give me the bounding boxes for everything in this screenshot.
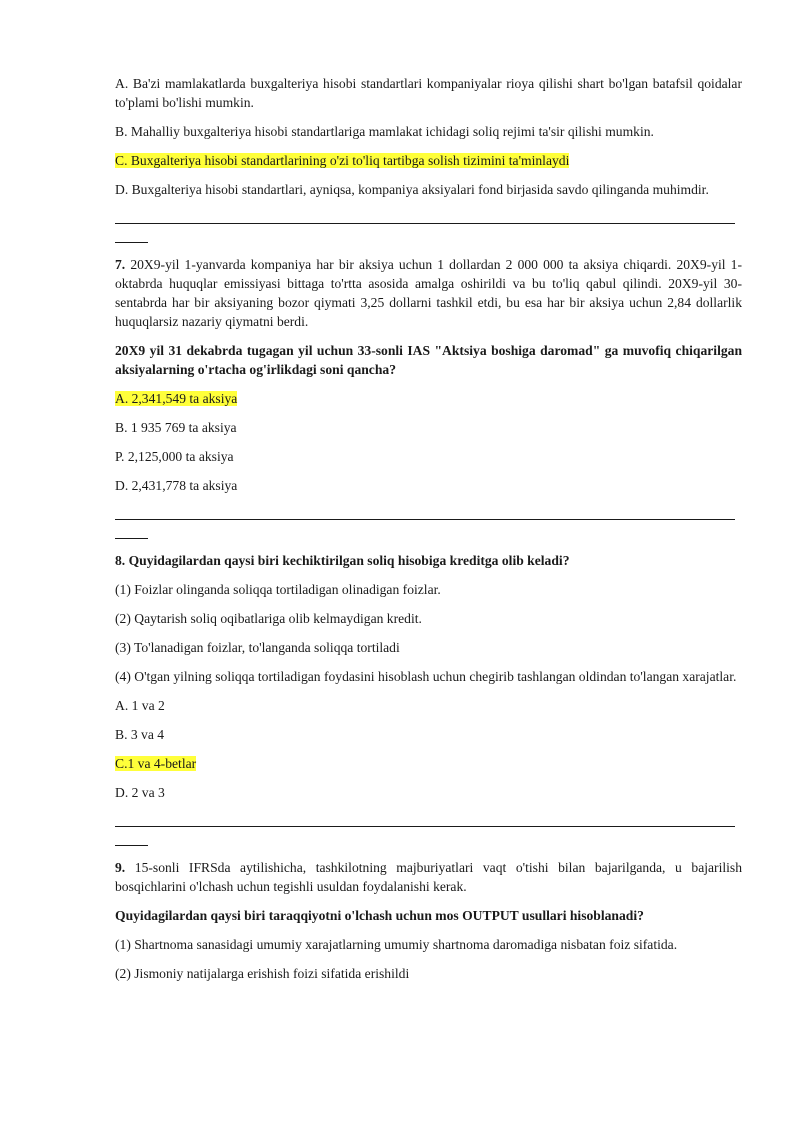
q6-option-a: A. Ba'zi mamlakatlarda buxgalteriya hisobi standartlari kompaniyalar rioya qilishi shart bo'lgan batafsil qoidalar to'plami bo'lishi mumkin.	[115, 76, 742, 110]
q7-intro: 7. 20X9-yil 1-yanvarda kompaniya har bir aksiya uchun 1 dollardan 2 000 000 ta aksiya chiqardi. 20X9-yil 1-oktabrda huquqlar emissiyasi bittaga to'rtta asosida amalga oshirildi va bu to'liq qabul qilindi. 20X9-yil 30-sentabrda har bir aksiyaning bozor qiymati 3,25 dollarni tashkil etdi, bu esa har bir aksiya uchun 2,84 dollarlik huquqlarsiz nazariy qiymatni berdi.	[115, 257, 742, 329]
q8-option-c-highlighted: C.1 va 4-betlar	[115, 756, 197, 771]
q8-item-3: (3) To'lanadigan foizlar, to'langanda soliqqa tortiladi	[115, 640, 400, 655]
q6-option-c-highlighted: C. Buxgalteriya hisobi standartlarining o'zi to'liq tartibga solish tizimini ta'minlaydi	[115, 153, 570, 168]
question-7	[115, 255, 742, 495]
q9-item-2: (2) Jismoniy natijalarga erishish foizi sifatida erishildi	[115, 966, 410, 981]
separator-line-tail	[115, 538, 148, 539]
q9-intro: 9. 15-sonli IFRSda aytilishicha, tashkilotning majburiyatlari vaqt o'tishi bilan bajarilganda, u bajarilish bosqichlarini o'lchash uchun tegishli usuldan foydalanishi kerak.	[115, 860, 742, 894]
q7-option-b: B. 1 935 769 ta aksiya	[115, 420, 237, 435]
q8-item-2: (2) Qaytarish soliq oqibatlariga olib kelmaydigan kredit.	[115, 611, 422, 626]
q9-item-1: (1) Shartnoma sanasidagi umumiy xarajatlarning umumiy shartnoma daromadiga nisbatan foiz sifatida.	[115, 937, 678, 952]
q8-item-1: (1) Foizlar olinganda soliqqa tortiladigan olinadigan foizlar.	[115, 582, 441, 597]
document-page	[115, 74, 742, 993]
question-8	[115, 551, 742, 802]
q6-option-d: D. Buxgalteriya hisobi standartlari, ayniqsa, kompaniya aksiyalari fond birjasida savdo qilinganda muhimdir.	[115, 182, 709, 197]
q7-option-d: D. 2,431,778 ta aksiya	[115, 478, 238, 493]
q9-number: 9.	[115, 860, 126, 875]
q8-item-4: (4) O'tgan yilning soliqqa tortiladigan foydasini hisoblash uchun chegirib tashlangan oldindan to'langan xarajatlar.	[115, 669, 737, 684]
separator-line	[115, 223, 735, 224]
q7-number: 7.	[115, 257, 126, 272]
separator-line	[115, 826, 735, 827]
q6-option-b: B. Mahalliy buxgalteriya hisobi standartlariga mamlakat ichidagi soliq rejimi ta'sir qilishi mumkin.	[115, 124, 654, 139]
question-6-options	[115, 74, 742, 199]
q7-option-a-highlighted: A. 2,341,549 ta aksiya	[115, 391, 238, 406]
q8-option-d: D. 2 va 3	[115, 785, 165, 800]
q8-option-a: A. 1 va 2	[115, 698, 165, 713]
separator-line-tail	[115, 242, 148, 243]
q7-option-p: P. 2,125,000 ta aksiya	[115, 449, 234, 464]
separator-line	[115, 519, 735, 520]
q8-question: 8. Quyidagilardan qaysi biri kechiktirilgan soliq hisobiga kreditga olib keladi?	[115, 553, 570, 568]
separator-line-tail	[115, 845, 148, 846]
question-9	[115, 858, 742, 983]
q7-question: 20X9 yil 31 dekabrda tugagan yil uchun 33-sonli IAS "Aktsiya boshiga daromad" ga muvofiq chiqarilgan aksiyalarning o'rtacha og'irlikdagi soni qancha?	[115, 343, 742, 377]
q9-question: Quyidagilardan qaysi biri taraqqiyotni o'lchash uchun mos OUTPUT usullari hisoblanadi?	[115, 908, 644, 923]
q8-option-b: B. 3 va 4	[115, 727, 165, 742]
